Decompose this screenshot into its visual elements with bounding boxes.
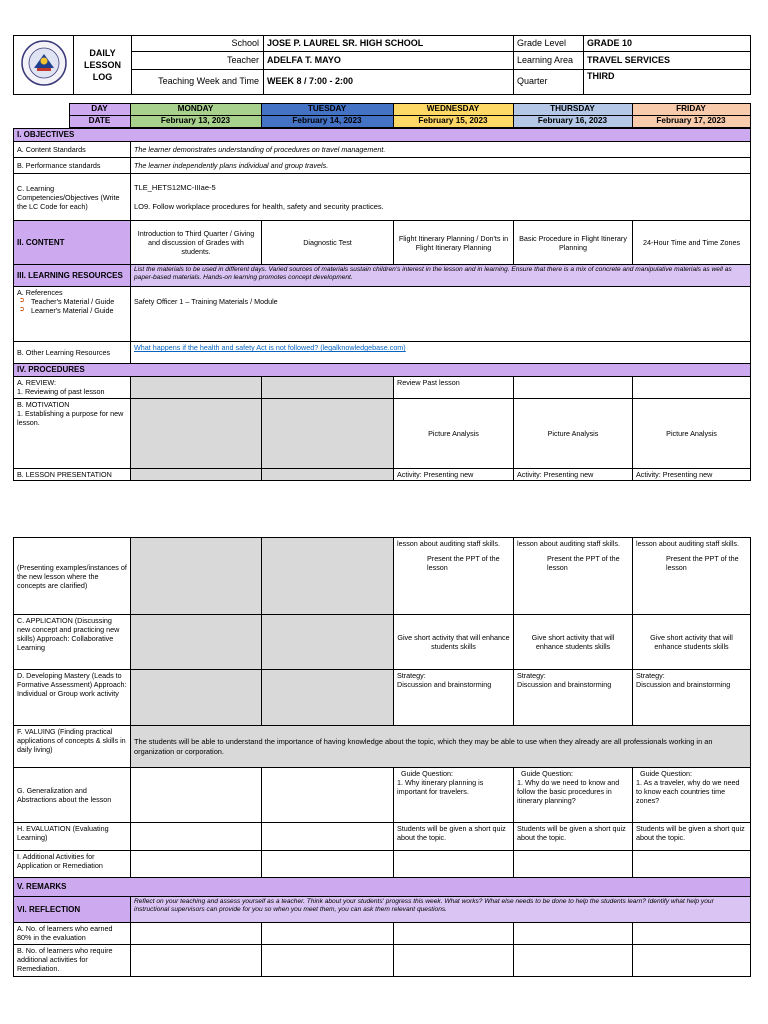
examples-wednesday: lesson about auditing staff skills. Present the PPT of the lesson xyxy=(394,538,514,615)
learners-80-monday xyxy=(131,923,262,945)
learning-resources-heading: III. LEARNING RESOURCES xyxy=(14,265,131,287)
presenting-examples-label: (Presenting examples/instances of the new lesson where the concepts are clarified) xyxy=(14,538,131,615)
review-tuesday xyxy=(262,377,394,399)
application-friday: Give short activity that will enhance students skills xyxy=(633,615,751,670)
generalization-thursday: Guide Question: 1. Why do we need to know and follow the basic procedures in itinerary planning? xyxy=(514,768,633,823)
school-value: JOSE P. LAUREL SR. HIGH SCHOOL xyxy=(264,36,514,52)
quarter-label: Quarter xyxy=(514,70,584,95)
content-thursday: Basic Procedure in Flight Itinerary Planning xyxy=(514,221,633,265)
dll-page-1 xyxy=(13,35,750,481)
performance-standards-label: B. Performance standards xyxy=(14,158,131,174)
date-wednesday: February 15, 2023 xyxy=(393,116,513,128)
learners-remediation-wednesday xyxy=(394,945,514,977)
performance-standards-text: The learner independently plans individual and group travels. xyxy=(131,158,751,174)
evaluation-thursday: Students will be given a short quiz about the topic. xyxy=(514,823,633,851)
learning-resources-note: List the materials to be used in different days. Varied sources of materials sustain children's interest in the lesson and in learning. Ensure that there is a mix of concrete and manipulative materials as well as paper-based materials. Hands-on learning promotes concept development. xyxy=(131,265,751,287)
quarter-value: THIRD xyxy=(584,70,751,95)
motivation-monday xyxy=(131,399,262,469)
content-standards-label: A. Content Standards xyxy=(14,142,131,158)
generalization-label: G. Generalization and Abstractions about the lesson xyxy=(14,768,131,823)
application-wednesday: Give short activity that will enhance students skills xyxy=(394,615,514,670)
competencies-cell xyxy=(131,174,751,221)
motivation-thursday: Picture Analysis xyxy=(514,399,633,469)
learners-80-thursday xyxy=(514,923,633,945)
learners-remediation-friday xyxy=(633,945,751,977)
grade-level-value: GRADE 10 xyxy=(584,36,751,52)
learner-material-item: ➲ Learner's Material / Guide xyxy=(19,306,114,315)
review-wednesday: Review Past lesson xyxy=(394,377,514,399)
content-heading: II. CONTENT xyxy=(14,221,131,265)
additional-activities-label: I. Additional Activities for Application or Remediation xyxy=(14,851,131,878)
developing-mastery-label: D. Developing Mastery (Leads to Formative Assessment) Approach: Individual or Group work activity xyxy=(14,670,131,726)
learners-remediation-thursday xyxy=(514,945,633,977)
references-text: Safety Officer 1 – Training Materials / Module xyxy=(134,297,278,306)
procedures-heading: IV. PROCEDURES xyxy=(14,364,751,377)
day-thursday: THURSDAY xyxy=(513,104,632,116)
teacher-label: Teacher xyxy=(132,52,264,70)
review-thursday xyxy=(514,377,633,399)
learners-remediation-tuesday xyxy=(262,945,394,977)
presentation-tuesday xyxy=(262,469,394,481)
date-header-label: DATE xyxy=(69,116,130,128)
learners-80-wednesday xyxy=(394,923,514,945)
additional-thursday xyxy=(514,851,633,878)
valuing-text: The students will be able to understand the importance of having knowledge about the topic, which they may be able to use when they already are all professionals working in an organization or corporation. xyxy=(131,726,751,768)
review-friday xyxy=(633,377,751,399)
teaching-week-value: WEEK 8 / 7:00 - 2:00 xyxy=(264,70,514,95)
content-tuesday: Diagnostic Test xyxy=(262,221,394,265)
bullet-arrow-icon: ➲ xyxy=(19,306,25,313)
competencies-label: C. Learning Competencies/Objectives (Write the LC Code for each) xyxy=(14,174,131,221)
presentation-thursday: Activity: Presenting new xyxy=(514,469,633,481)
day-monday: MONDAY xyxy=(130,104,261,116)
generalization-friday: Guide Question: 1. As a traveler, why do we need to know each countries time zones? xyxy=(633,768,751,823)
teaching-week-label: Teaching Week and Time xyxy=(132,70,264,95)
content-wednesday: Flight Itinerary Planning / Don'ts in Flight Itinerary Planning xyxy=(394,221,514,265)
motivation-tuesday xyxy=(262,399,394,469)
deped-seal-logo xyxy=(14,36,74,95)
presentation-wednesday: Activity: Presenting new xyxy=(394,469,514,481)
learners-80-label: A. No. of learners who earned 80% in the evaluation xyxy=(14,923,131,945)
lc-code: TLE_HETS12MC-IIIae-5 xyxy=(134,183,216,193)
evaluation-tuesday xyxy=(262,823,394,851)
motivation-label-cell: B. MOTIVATION 1. Establishing a purpose for new lesson. xyxy=(14,399,131,469)
teacher-value: ADELFA T. MAYO xyxy=(264,52,514,70)
evaluation-friday: Students will be given a short quiz about the topic. xyxy=(633,823,751,851)
additional-monday xyxy=(131,851,262,878)
other-resources-link[interactable]: What happens if the health and safety Act is not followed? (legalknowledgebase.com) xyxy=(134,343,406,352)
review-label-cell: A. REVIEW: 1. Reviewing of past lesson xyxy=(14,377,131,399)
mastery-monday xyxy=(131,670,262,726)
learners-remediation-monday xyxy=(131,945,262,977)
date-monday: February 13, 2023 xyxy=(130,116,261,128)
lesson-body-table-continued xyxy=(13,537,751,977)
presentation-monday xyxy=(131,469,262,481)
examples-tuesday xyxy=(262,538,394,615)
references-text-cell xyxy=(131,287,751,342)
application-label: C. APPLICATION (Discussing new concept and practicing new skills) Approach: Collaborative Learning xyxy=(14,615,131,670)
other-resources-label: B. Other Learning Resources xyxy=(14,342,131,364)
evaluation-wednesday: Students will be given a short quiz about the topic. xyxy=(394,823,514,851)
learners-remediation-label: B. No. of learners who require additional activities for Remediation. xyxy=(14,945,131,977)
dll-title: DAILY LESSON LOG xyxy=(74,36,132,95)
mastery-wednesday: Strategy: Discussion and brainstorming xyxy=(394,670,514,726)
motivation-friday: Picture Analysis xyxy=(633,399,751,469)
content-standards-text: The learner demonstrates understanding of procedures on travel management. xyxy=(131,142,751,158)
review-monday xyxy=(131,377,262,399)
header-table xyxy=(13,35,751,95)
content-friday: 24-Hour Time and Time Zones xyxy=(633,221,751,265)
motivation-wednesday: Picture Analysis xyxy=(394,399,514,469)
learning-area-label: Learning Area xyxy=(514,52,584,70)
day-wednesday: WEDNESDAY xyxy=(393,104,513,116)
bullet-arrow-icon: ➲ xyxy=(19,297,25,304)
lesson-body-table xyxy=(13,128,751,481)
day-friday: FRIDAY xyxy=(632,104,750,116)
day-header-label: DAY xyxy=(69,104,130,116)
examples-friday: lesson about auditing staff skills. Present the PPT of the lesson xyxy=(633,538,751,615)
other-resources-cell xyxy=(131,342,751,364)
presentation-friday: Activity: Presenting new xyxy=(633,469,751,481)
additional-wednesday xyxy=(394,851,514,878)
lc-objective: LO9. Follow workplace procedures for health, safety and security practices. xyxy=(134,201,384,211)
teacher-material-item: ➲ Teacher's Material / Guide xyxy=(19,297,115,306)
generalization-wednesday: Guide Question: 1. Why itinerary planning is important for travelers. xyxy=(394,768,514,823)
learners-80-tuesday xyxy=(262,923,394,945)
school-label: School xyxy=(132,36,264,52)
dll-page-2 xyxy=(13,537,750,977)
additional-tuesday xyxy=(262,851,394,878)
application-thursday: Give short activity that will enhance students skills xyxy=(514,615,633,670)
references-label: A. References xyxy=(17,288,63,297)
learning-area-value: TRAVEL SERVICES xyxy=(584,52,751,70)
date-tuesday: February 14, 2023 xyxy=(261,116,393,128)
date-friday: February 17, 2023 xyxy=(632,116,750,128)
objectives-heading: I. OBJECTIVES xyxy=(14,129,751,142)
evaluation-label: H. EVALUATION (Evaluating Learning) xyxy=(14,823,131,851)
application-tuesday xyxy=(262,615,394,670)
application-monday xyxy=(131,615,262,670)
lesson-presentation-label: B. LESSON PRESENTATION xyxy=(14,469,131,481)
additional-friday xyxy=(633,851,751,878)
valuing-label: F. VALUING (Finding practical applications of concepts & skills in daily living) xyxy=(14,726,131,768)
grade-level-label: Grade Level xyxy=(514,36,584,52)
date-thursday: February 16, 2023 xyxy=(513,116,632,128)
learners-80-friday xyxy=(633,923,751,945)
mastery-friday: Strategy: Discussion and brainstorming xyxy=(633,670,751,726)
day-tuesday: TUESDAY xyxy=(261,104,393,116)
examples-monday xyxy=(131,538,262,615)
generalization-tuesday xyxy=(262,768,394,823)
evaluation-monday xyxy=(131,823,262,851)
content-monday: Introduction to Third Quarter / Giving and discussion of Grades with students. xyxy=(131,221,262,265)
reflection-heading: VI. REFLECTION xyxy=(14,897,131,923)
mastery-tuesday xyxy=(262,670,394,726)
generalization-monday xyxy=(131,768,262,823)
remarks-heading: V. REMARKS xyxy=(14,878,751,897)
day-date-table xyxy=(13,103,751,128)
mastery-thursday: Strategy: Discussion and brainstorming xyxy=(514,670,633,726)
reflection-note: Reflect on your teaching and assess yourself as a teacher. Think about your students' progress this week. What works? What else needs to be done to help the students learn? Identify what help your instructional supervisors can provide for you so when you meet them, you can ask them relevant questions. xyxy=(131,897,751,923)
examples-thursday: lesson about auditing staff skills. Present the PPT of the lesson xyxy=(514,538,633,615)
references-cell xyxy=(14,287,131,342)
